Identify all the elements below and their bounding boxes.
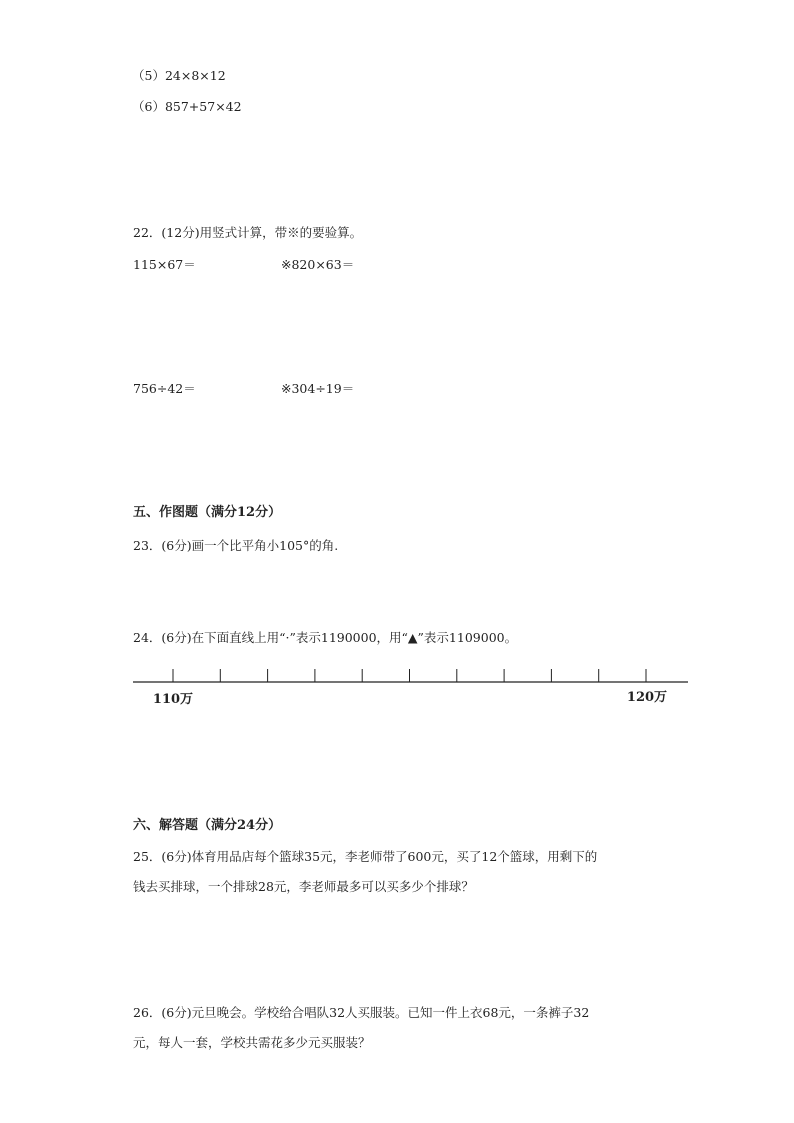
question-22: 22．(12分)用竖式计算，带※的要验算。 — [133, 225, 363, 240]
question-26-line-1: 26．(6分)元旦晚会。学校给合唱队32人买服装。已知一件上衣68元，一条裤子32 — [133, 1005, 590, 1020]
number-line — [130, 660, 692, 714]
question-26-line-2: 元，每人一套，学校共需花多少元买服装？ — [133, 1035, 371, 1050]
problem-5: （5）24×8×12 — [132, 68, 226, 83]
calc-756div42: 756÷42＝ — [133, 381, 196, 396]
question-25-line-2: 钱去买排球，一个排球28元，李老师最多可以买多少个排球？ — [133, 879, 474, 894]
problem-6: （6）857+57×42 — [132, 99, 242, 114]
number-line-end-label: 120万 — [626, 690, 668, 705]
calc-820x63: ※820×63＝ — [281, 257, 355, 272]
question-24: 24．(6分)在下面直线上用“·”表示1190000，用“▲”表示1109000。 — [133, 630, 518, 645]
question-23: 23．(6分)画一个比平角小105°的角. — [133, 538, 339, 553]
question-25-line-1: 25．(6分)体育用品店每个篮球35元，李老师带了600元，买了12个篮球，用剩下的 — [133, 849, 598, 864]
calc-115x67: 115×67＝ — [133, 257, 196, 272]
section-6-heading: 六、解答题（满分24分） — [133, 818, 282, 833]
number-line-start-label: 110万 — [152, 692, 194, 707]
section-5-heading: 五、作图题（满分12分） — [133, 505, 282, 520]
calc-304div19: ※304÷19＝ — [281, 381, 355, 396]
